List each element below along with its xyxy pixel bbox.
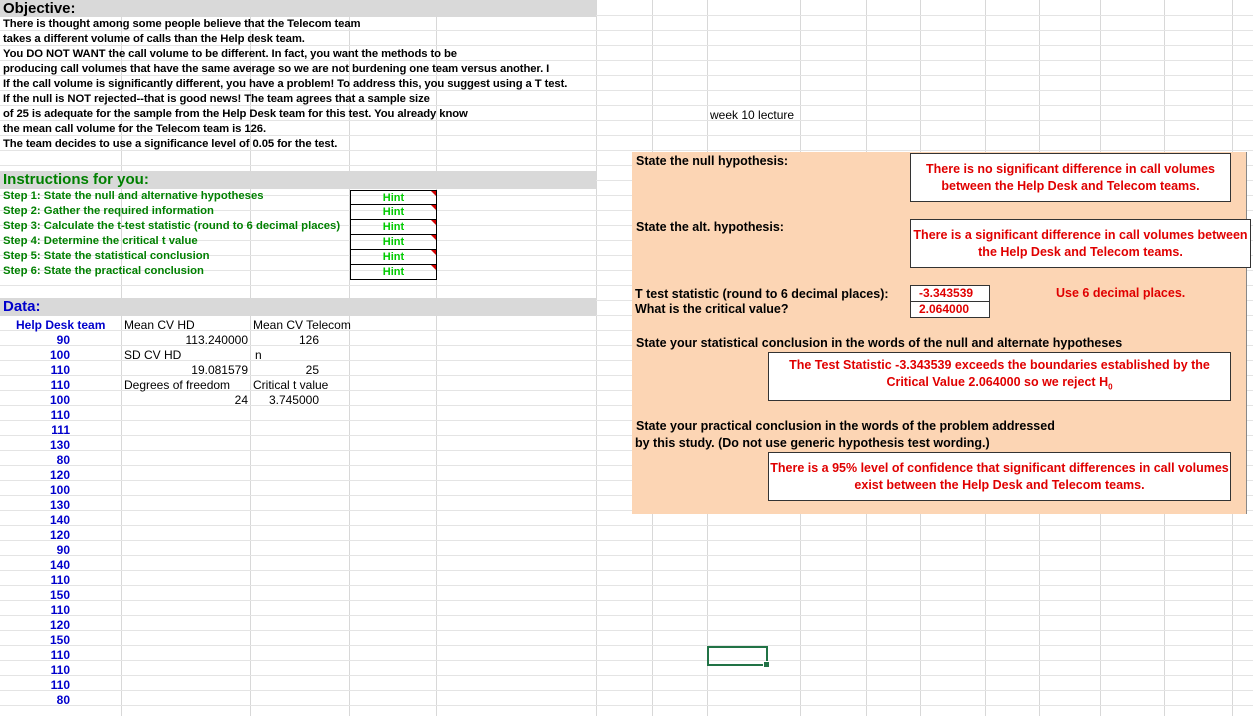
- critical-value-label: What is the critical value?: [635, 302, 789, 316]
- null-hypothesis-answer[interactable]: [910, 153, 1231, 202]
- objective-line: the mean call volume for the Telecom team is 126.: [3, 123, 266, 135]
- help-desk-value[interactable]: 110: [50, 663, 70, 677]
- help-desk-value[interactable]: 110: [50, 573, 70, 587]
- row-line: [0, 660, 1253, 661]
- data-header-band: [0, 298, 596, 316]
- hint-cell-4[interactable]: Hint: [350, 235, 437, 250]
- statistical-conclusion-answer[interactable]: [768, 352, 1231, 401]
- statistical-conclusion-label: State your statistical conclusion in the words of the null and alternate hypotheses: [636, 336, 1123, 350]
- row-line: [0, 90, 1253, 91]
- row-line: [0, 675, 1253, 676]
- help-desk-value[interactable]: 140: [49, 513, 70, 527]
- help-desk-value[interactable]: 90: [56, 333, 70, 347]
- help-desk-value[interactable]: 110: [50, 363, 70, 377]
- row-line: [0, 150, 1253, 151]
- null-hypothesis-label: State the null hypothesis:: [636, 154, 789, 168]
- help-desk-value[interactable]: 111: [51, 423, 70, 437]
- help-desk-value[interactable]: 120: [49, 468, 70, 482]
- instructions-title: Instructions for you:: [3, 171, 149, 188]
- degrees-of-freedom-label: Degrees of freedom: [124, 378, 231, 392]
- hint-cell-3[interactable]: Hint: [350, 220, 437, 235]
- help-desk-value[interactable]: 140: [49, 558, 70, 572]
- critical-value-answer[interactable]: 2.064000: [910, 301, 990, 318]
- hint-cell-5[interactable]: Hint: [350, 250, 437, 265]
- objective-line: The team decides to use a significance level of 0.05 for the test.: [3, 138, 338, 150]
- practical-conclusion-label-1: State your practical conclusion in the words of the problem addressed: [636, 419, 1055, 433]
- row-line: [0, 585, 1253, 586]
- help-desk-value[interactable]: 100: [49, 483, 70, 497]
- t-stat-value[interactable]: -3.343539: [910, 285, 990, 302]
- row-line: [0, 45, 1253, 46]
- statistical-conclusion-text: The Test Statistic -3.343539 exceeds the boundaries established by the Critical Value 2.064000 so we reject H: [789, 358, 1210, 390]
- mean-telecom-label: Mean CV Telecom: [253, 318, 351, 332]
- objective-line: producing call volumes that have the same average so we are not burdening one team versus another. I: [3, 63, 550, 75]
- row-line: [0, 615, 1253, 616]
- row-line: [0, 570, 1253, 571]
- critical-t-value[interactable]: 3.745000: [268, 393, 319, 407]
- critical-t-label: Critical t value: [253, 378, 329, 392]
- step-3: Step 3: Calculate the t-test statistic (round to 6 decimal places): [3, 220, 341, 232]
- help-desk-value[interactable]: 110: [50, 408, 70, 422]
- objective-title: Objective:: [3, 0, 76, 17]
- row-line: [0, 135, 1253, 136]
- alt-hypothesis-text: There is a significant difference in call volumes between the Help Desk and Telecom teams.: [913, 227, 1248, 259]
- selected-cell[interactable]: [707, 646, 768, 666]
- practical-conclusion-text: There is a 95% level of confidence that significant differences in call volumes exist between the Help Desk and Telecom teams.: [770, 460, 1229, 492]
- hint-cell-1[interactable]: Hint: [350, 190, 437, 205]
- degrees-of-freedom-value[interactable]: 24: [234, 393, 248, 407]
- hint-cell-6[interactable]: Hint: [350, 265, 437, 280]
- row-line: [0, 690, 1253, 691]
- step-5: Step 5: State the statistical conclusion: [3, 250, 210, 262]
- step-1: Step 1: State the null and alternative hypotheses: [3, 190, 264, 202]
- sd-hd-label: SD CV HD: [124, 348, 182, 362]
- alt-hypothesis-answer[interactable]: [910, 219, 1251, 268]
- mean-telecom-value[interactable]: 126: [298, 333, 319, 347]
- help-desk-value[interactable]: 100: [49, 393, 70, 407]
- objective-line: If the call volume is significantly different, you have a problem! To address this, you suggest using a T test.: [3, 78, 568, 90]
- week-note-cell[interactable]: week 10 lecture: [710, 108, 795, 122]
- help-desk-value[interactable]: 120: [49, 528, 70, 542]
- row-line: [0, 540, 1253, 541]
- row-line: [0, 555, 1253, 556]
- mean-hd-label: Mean CV HD: [124, 318, 195, 332]
- help-desk-value[interactable]: 80: [56, 453, 70, 467]
- step-4: Step 4: Determine the critical t value: [3, 235, 198, 247]
- row-line: [0, 525, 1253, 526]
- n-label: n: [255, 348, 262, 362]
- row-line: [0, 705, 1253, 706]
- objective-line: There is thought among some people believe that the Telecom team: [3, 18, 361, 30]
- t-stat-label: T test statistic (round to 6 decimal places):: [635, 287, 889, 301]
- objective-line: of 25 is adequate for the sample from the Help Desk team for this test. You already know: [3, 108, 468, 120]
- practical-conclusion-label-2: by this study. (Do not use generic hypothesis test wording.): [635, 436, 990, 450]
- row-line: [0, 30, 1253, 31]
- step-6: Step 6: State the practical conclusion: [3, 265, 204, 277]
- alt-hypothesis-label: State the alt. hypothesis:: [636, 220, 784, 234]
- row-line: [0, 75, 1253, 76]
- help-desk-value[interactable]: 90: [56, 543, 70, 557]
- help-desk-value[interactable]: 120: [49, 618, 70, 632]
- help-desk-value[interactable]: 110: [50, 678, 70, 692]
- step-2: Step 2: Gather the required information: [3, 205, 214, 217]
- help-desk-value[interactable]: 110: [50, 603, 70, 617]
- row-line: [0, 630, 1253, 631]
- objective-line: You DO NOT WANT the call volume to be different. In fact, you want the methods to be: [3, 48, 457, 60]
- help-desk-value[interactable]: 80: [56, 693, 70, 707]
- objective-line: If the null is NOT rejected--that is good news! The team agrees that a sample size: [3, 93, 430, 105]
- row-line: [0, 600, 1253, 601]
- help-desk-value[interactable]: 100: [49, 348, 70, 362]
- row-line: [0, 645, 1253, 646]
- sd-hd-value[interactable]: 19.081579: [191, 363, 248, 377]
- help-desk-value[interactable]: 130: [49, 498, 70, 512]
- practical-conclusion-answer[interactable]: [768, 452, 1231, 501]
- objective-header-band: [0, 0, 596, 17]
- hint-cell-2[interactable]: Hint: [350, 205, 437, 220]
- help-desk-column-header: Help Desk team: [16, 318, 106, 332]
- row-line: [0, 60, 1253, 61]
- objective-line: takes a different volume of calls than the Help desk team.: [3, 33, 305, 45]
- null-hypothesis-text: There is no significant difference in call volumes between the Help Desk and Telecom teams.: [926, 161, 1215, 193]
- help-desk-value[interactable]: 130: [49, 438, 70, 452]
- row-line: [0, 105, 1253, 106]
- help-desk-value[interactable]: 110: [50, 648, 70, 662]
- help-desk-value[interactable]: 150: [49, 633, 70, 647]
- help-desk-value[interactable]: 150: [49, 588, 70, 602]
- help-desk-value[interactable]: 110: [50, 378, 70, 392]
- row-line: [0, 120, 1253, 121]
- decimal-places-note: Use 6 decimal places.: [1056, 286, 1186, 300]
- mean-hd-value[interactable]: 113.240000: [185, 333, 248, 347]
- data-title: Data:: [3, 298, 41, 315]
- statistical-conclusion-subscript: 0: [1108, 382, 1113, 392]
- n-value[interactable]: 25: [305, 363, 319, 377]
